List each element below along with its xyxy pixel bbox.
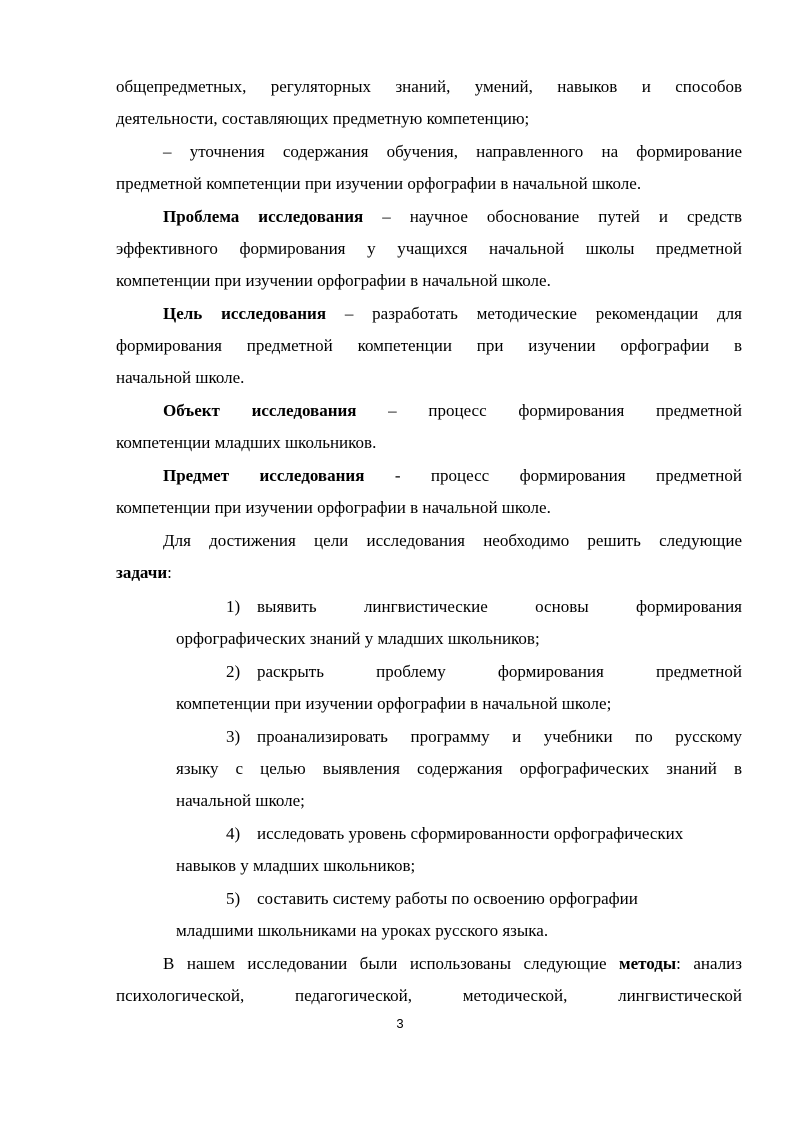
text-line: – уточнения содержания обучения, направленного на формирование <box>163 142 742 161</box>
tasks-label-line <box>116 561 742 585</box>
task-continuation: орфографических знаний у младших школьников; <box>176 629 540 648</box>
text-line: общепредметных, регуляторных знаний, умений, навыков и способов <box>116 77 742 96</box>
task-text: исследовать уровень сформированности орфографических <box>257 824 684 843</box>
object-line <box>163 399 742 423</box>
task-item <box>226 725 742 749</box>
task-continuation: начальной школе; <box>176 791 305 810</box>
task-text: раскрыть проблему формирования предметной <box>257 662 742 681</box>
text-line: начальной школе. <box>116 368 245 387</box>
methods-intro: В нашем исследовании были использованы следующие <box>163 954 619 973</box>
text-line: формирования предметной компетенции при изучении орфографии в <box>116 336 742 355</box>
subject-line <box>163 464 742 488</box>
task-continuation: младшими школьниками на уроках русского языка. <box>176 921 549 940</box>
task-continuation: компетенции при изучении орфографии в начальной школе; <box>176 694 612 713</box>
task-number: 5) <box>226 889 241 908</box>
task-item <box>226 822 742 846</box>
text-line: Для достижения цели исследования необходимо решить следующие <box>163 531 742 550</box>
text-line: компетенции при изучении орфографии в начальной школе. <box>116 498 551 517</box>
tasks-heading: задачи <box>116 563 168 582</box>
problem-heading: Проблема исследования <box>163 207 364 226</box>
task-item <box>226 660 742 684</box>
task-number: 4) <box>226 824 241 843</box>
task-number: 3) <box>226 727 241 746</box>
text-line: предметной компетенции при изучении орфографии в начальной школе. <box>116 174 642 193</box>
text-line: деятельности, составляющих предметную компетенцию; <box>116 109 530 128</box>
page-number: 3 <box>396 1016 404 1031</box>
goal-heading: Цель исследования <box>163 304 327 323</box>
task-continuation: навыков у младших школьников; <box>176 856 416 875</box>
text-line: психологической, педагогической, методической, лингвистической <box>116 986 742 1005</box>
methods-text: : анализ <box>676 954 743 973</box>
goal-text: – разработать методические рекомендации для <box>326 304 742 323</box>
task-item <box>226 595 742 619</box>
text-line: компетенции младших школьников. <box>116 433 377 452</box>
problem-line <box>163 205 742 229</box>
task-text: выявить лингвистические основы формирования <box>257 597 742 616</box>
task-continuation: языку с целью выявления содержания орфографических знаний в <box>176 759 742 778</box>
subject-text: - процесс формирования предметной <box>364 466 743 485</box>
subject-heading: Предмет исследования <box>163 466 365 485</box>
problem-text: – научное обоснование путей и средств <box>363 207 742 226</box>
task-text: проанализировать программу и учебники по русскому <box>257 727 742 746</box>
task-text: составить систему работы по освоению орфографии <box>257 889 638 908</box>
tasks-colon: : <box>167 563 172 582</box>
goal-line <box>163 302 742 326</box>
object-text: – процесс формирования предметной <box>356 401 742 420</box>
methods-line <box>163 952 742 976</box>
task-number: 1) <box>226 597 241 616</box>
text-line: компетенции при изучении орфографии в начальной школе. <box>116 271 551 290</box>
task-item <box>226 887 742 911</box>
task-number: 2) <box>226 662 241 681</box>
text-line: эффективного формирования у учащихся начальной школы предметной <box>116 239 742 258</box>
methods-heading: методы <box>619 954 677 973</box>
object-heading: Объект исследования <box>163 401 357 420</box>
